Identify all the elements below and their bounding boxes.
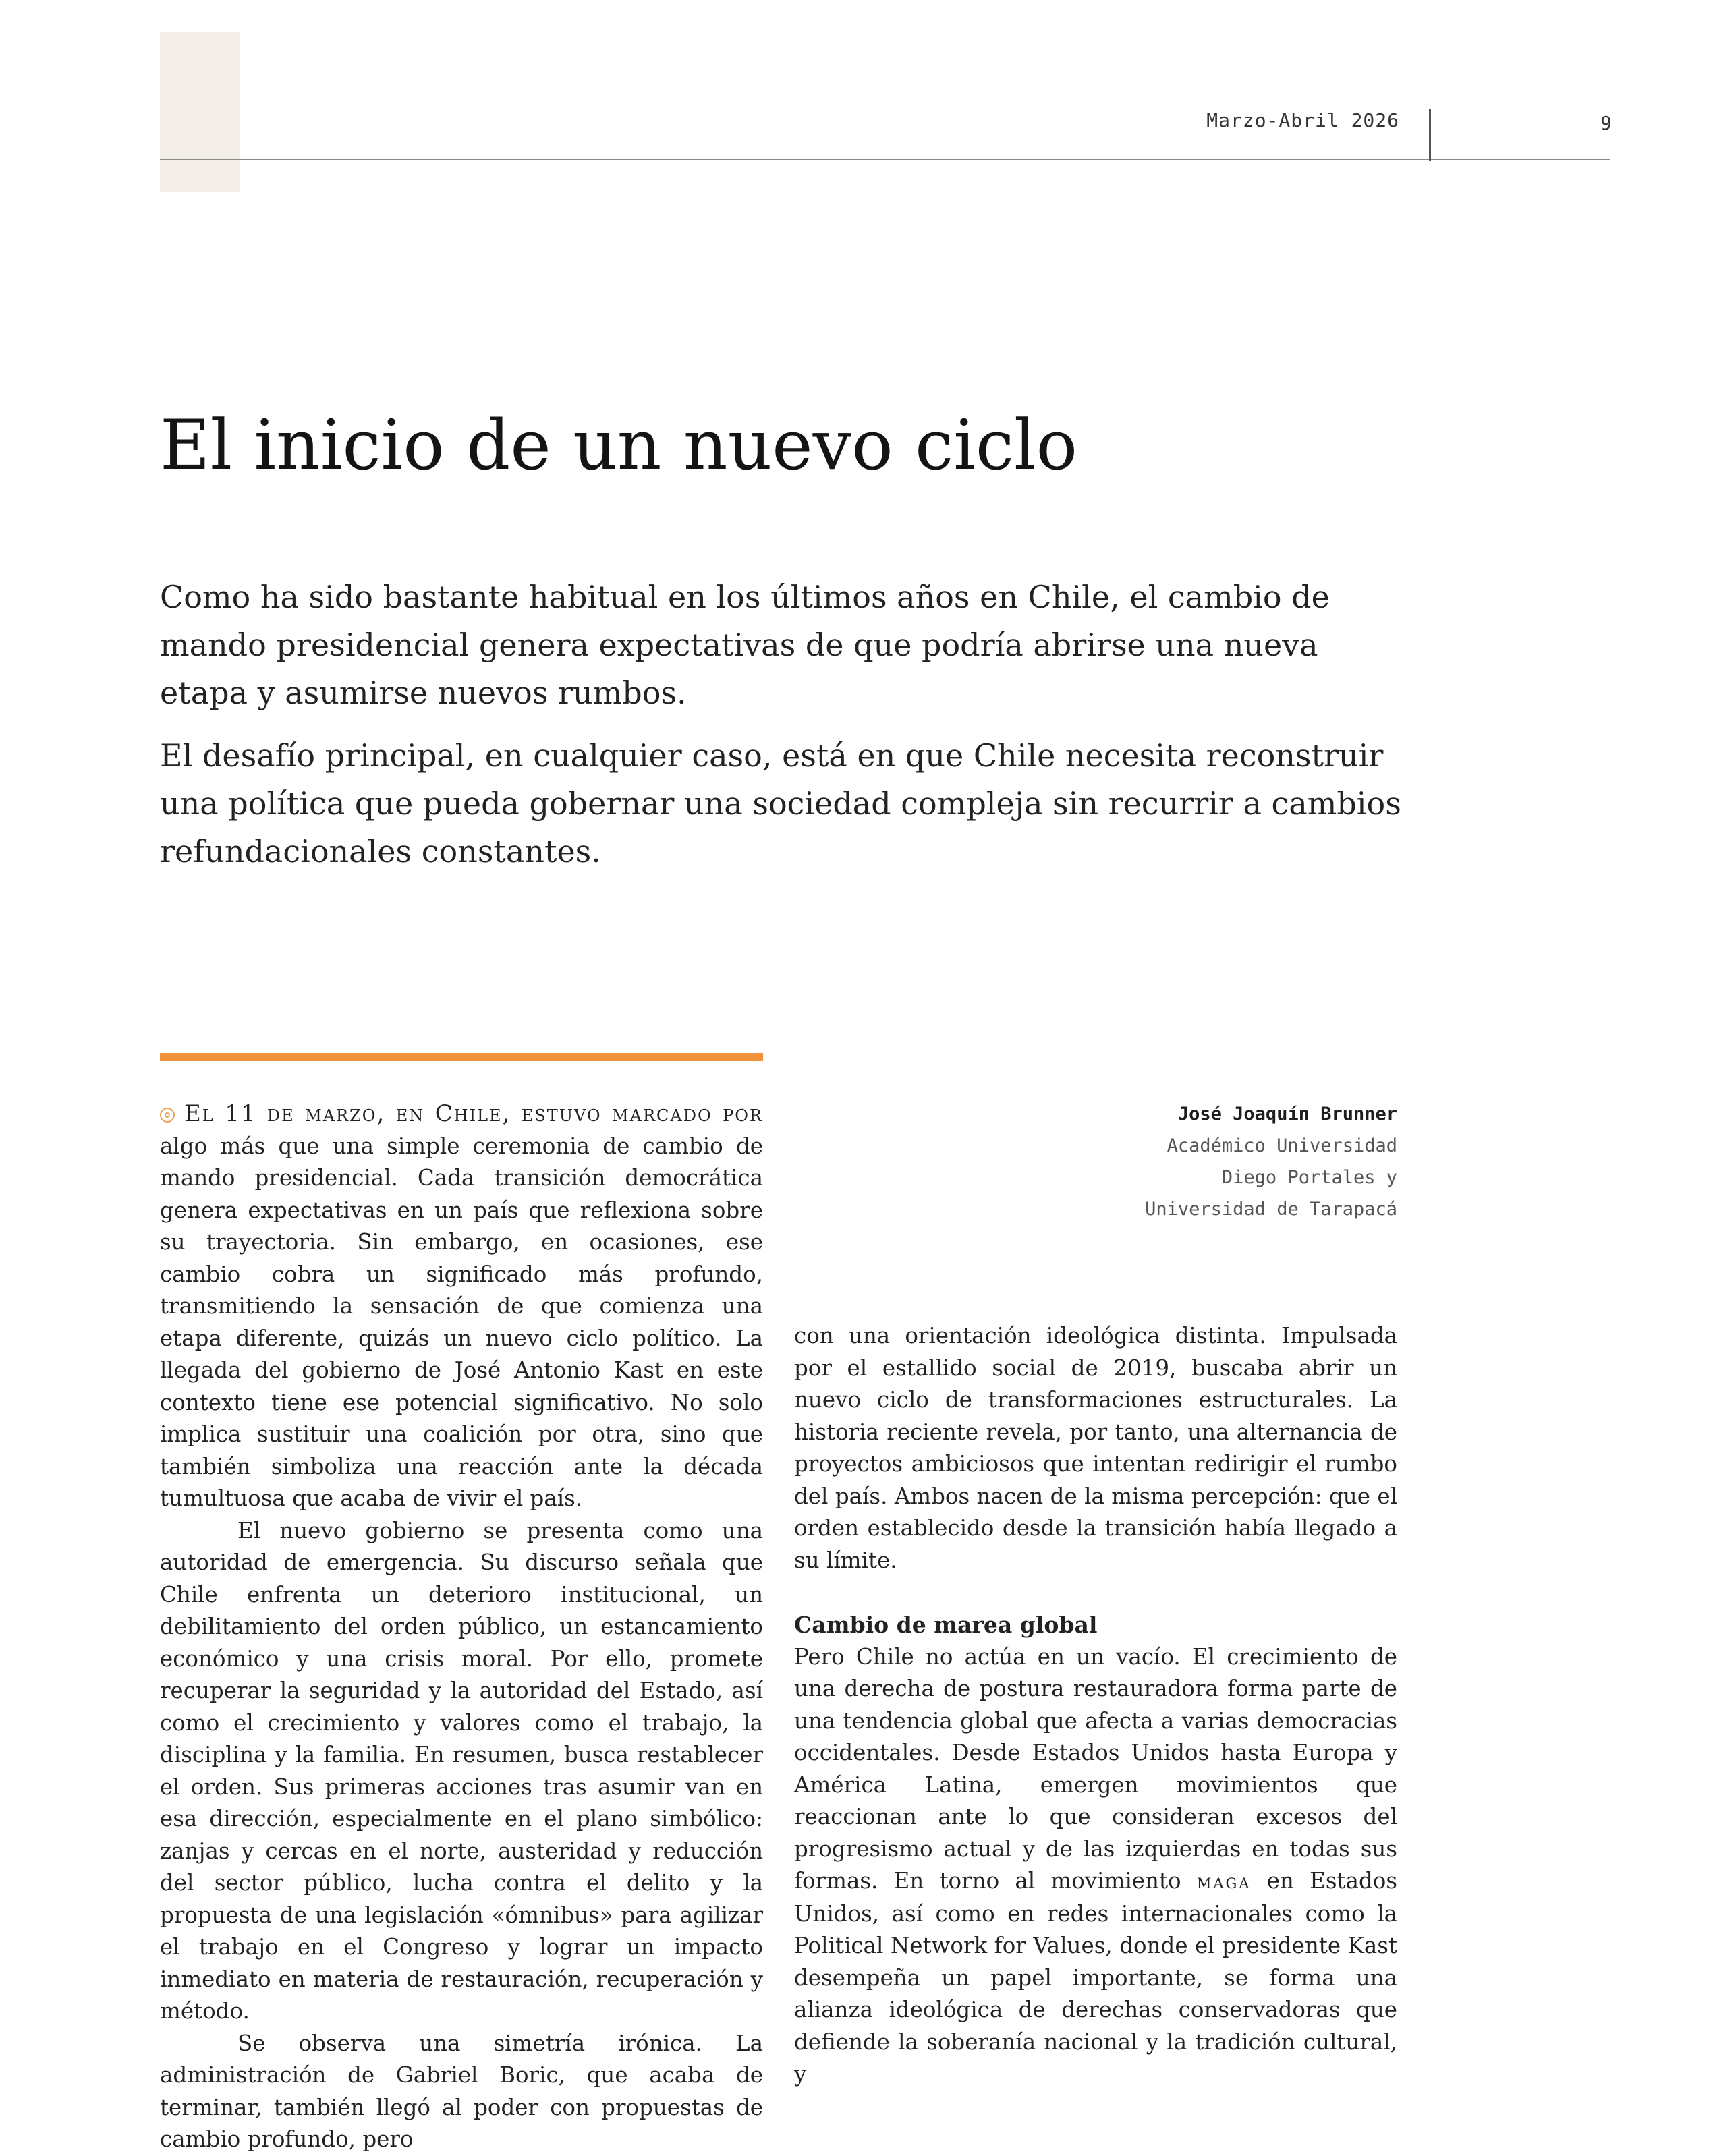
body-column-left	[160, 1098, 763, 2156]
body-paragraph: El nuevo gobierno se presenta como una autoridad de emergencia. Su discurso señala que Chile enfrenta un deterioro institucional, un debilitamiento del orden público, un estancamiento económico y una crisis moral. Por ello, promete recuperar la seguridad y la autoridad del Estado, así como el crecimiento y valores como el trabajo, la disciplina y la familia. En resumen, busca restablecer el orden. Sus primeras acciones tras asumir van en esa dirección, especialmente en el plano simbólico: zanjas y cercas en el norte, austeridad y reducción del sector público, lucha contra el delito y la propuesta de una legislación «ómnibus» para agilizar el trabajo en el Congreso y lograr un impacto inmediato en materia de restauración, recuperación y método.	[160, 1517, 763, 2024]
accent-rule	[160, 1053, 763, 1061]
lead-paragraph: El desafío principal, en cualquier caso, está en que Chile necesita reconstruir una política que pueda gobernar una sociedad compleja sin recurrir a cambios refundacionales constantes.	[160, 737, 1401, 870]
section-heading: Cambio de marea global	[794, 1612, 1098, 1638]
body-column-right-top	[794, 1320, 1397, 1577]
body-paragraph	[794, 1641, 1397, 2091]
acronym-small-caps: maga	[1196, 1870, 1252, 1894]
opening-paragraph-text: algo más que una simple ceremonia de cambio de mando presidencial. Cada transición democrática genera expectativas en un país que reflexiona sobre su trayectoria. Sin embargo, en ocasiones, ese cambio cobra un significado más profundo, transmitiendo la sensación de que comienza una etapa diferente, quizás un nuevo ciclo político. La llegada del gobierno de José Antonio Kast en este contexto tiene ese potencial significativo. No solo implica sustituir una coalición por otra, sino que también simboliza una reacción ante la década tumultuosa que acaba de vivir el país.	[160, 1133, 763, 1511]
corner-tab-decoration	[160, 32, 240, 192]
opening-small-caps: El 11 de marzo, en Chile, estuvo marcado por	[184, 1100, 763, 1127]
body-paragraph: con una orientación ideológica distinta. Impulsada por el estallido social de 2019, buscaba abrir un nuevo ciclo de transformaciones estructurales. La historia reciente revela, por tanto, una alternancia de proyectos ambiciosos que intentan redirigir el rumbo del país. Ambos nacen de la misma percepción: que el orden establecido desde la transición había llegado a su límite.	[794, 1323, 1397, 1573]
body-paragraph: Se observa una simetría irónica. La administración de Gabriel Boric, que acaba de terminar, también llegó al poder con propuestas de cambio profundo, pero	[160, 2030, 763, 2152]
header-rule	[160, 159, 1610, 160]
paragraph-text: en Estados Unidos, así como en redes internacionales como la Political Network for Values, donde el presidente Kast desempeña un papel importante, se forma una alianza ideológica de derechas conservadoras que defiende la soberanía nacional y la tradición cultural, y	[794, 1868, 1397, 2087]
paragraph-text: Pero Chile no actúa en un vacío. El crecimiento de una derecha de postura restauradora forma parte de una tendencia global que afecta a varias democracias occidentales. Desde Estados Unidos hasta Europa y América Latina, emergen movimientos que reaccionan ante lo que consideran excesos del progresismo actual y de las izquierdas en todas sus formas. En torno al movimiento	[794, 1643, 1397, 1894]
lead-paragraph: Como ha sido bastante habitual en los últimos años en Chile, el cambio de mando presidencial genera expectativas de que podría abrirse una nueva etapa y asumirse nuevos rumbos.	[160, 579, 1330, 711]
body-column-right-bottom	[794, 1609, 1397, 2091]
issue-date: Marzo-Abril 2026	[1206, 109, 1399, 132]
author-affiliation-line: Universidad de Tarapacá	[1145, 1199, 1397, 1220]
author-affiliation-line: Académico Universidad	[1167, 1135, 1397, 1156]
opening-paragraph	[160, 1098, 763, 1515]
author-affiliation-line: Diego Portales y	[1221, 1167, 1397, 1188]
article-lead	[160, 573, 1401, 890]
author-block	[1145, 1098, 1397, 1225]
article-title: El inicio de un nuevo ciclo	[160, 405, 1078, 486]
page-number: 9	[1600, 112, 1612, 134]
header-separator	[1429, 109, 1431, 161]
author-name: José Joaquín Brunner	[1177, 1104, 1397, 1125]
section-ornament-icon	[160, 1108, 175, 1123]
